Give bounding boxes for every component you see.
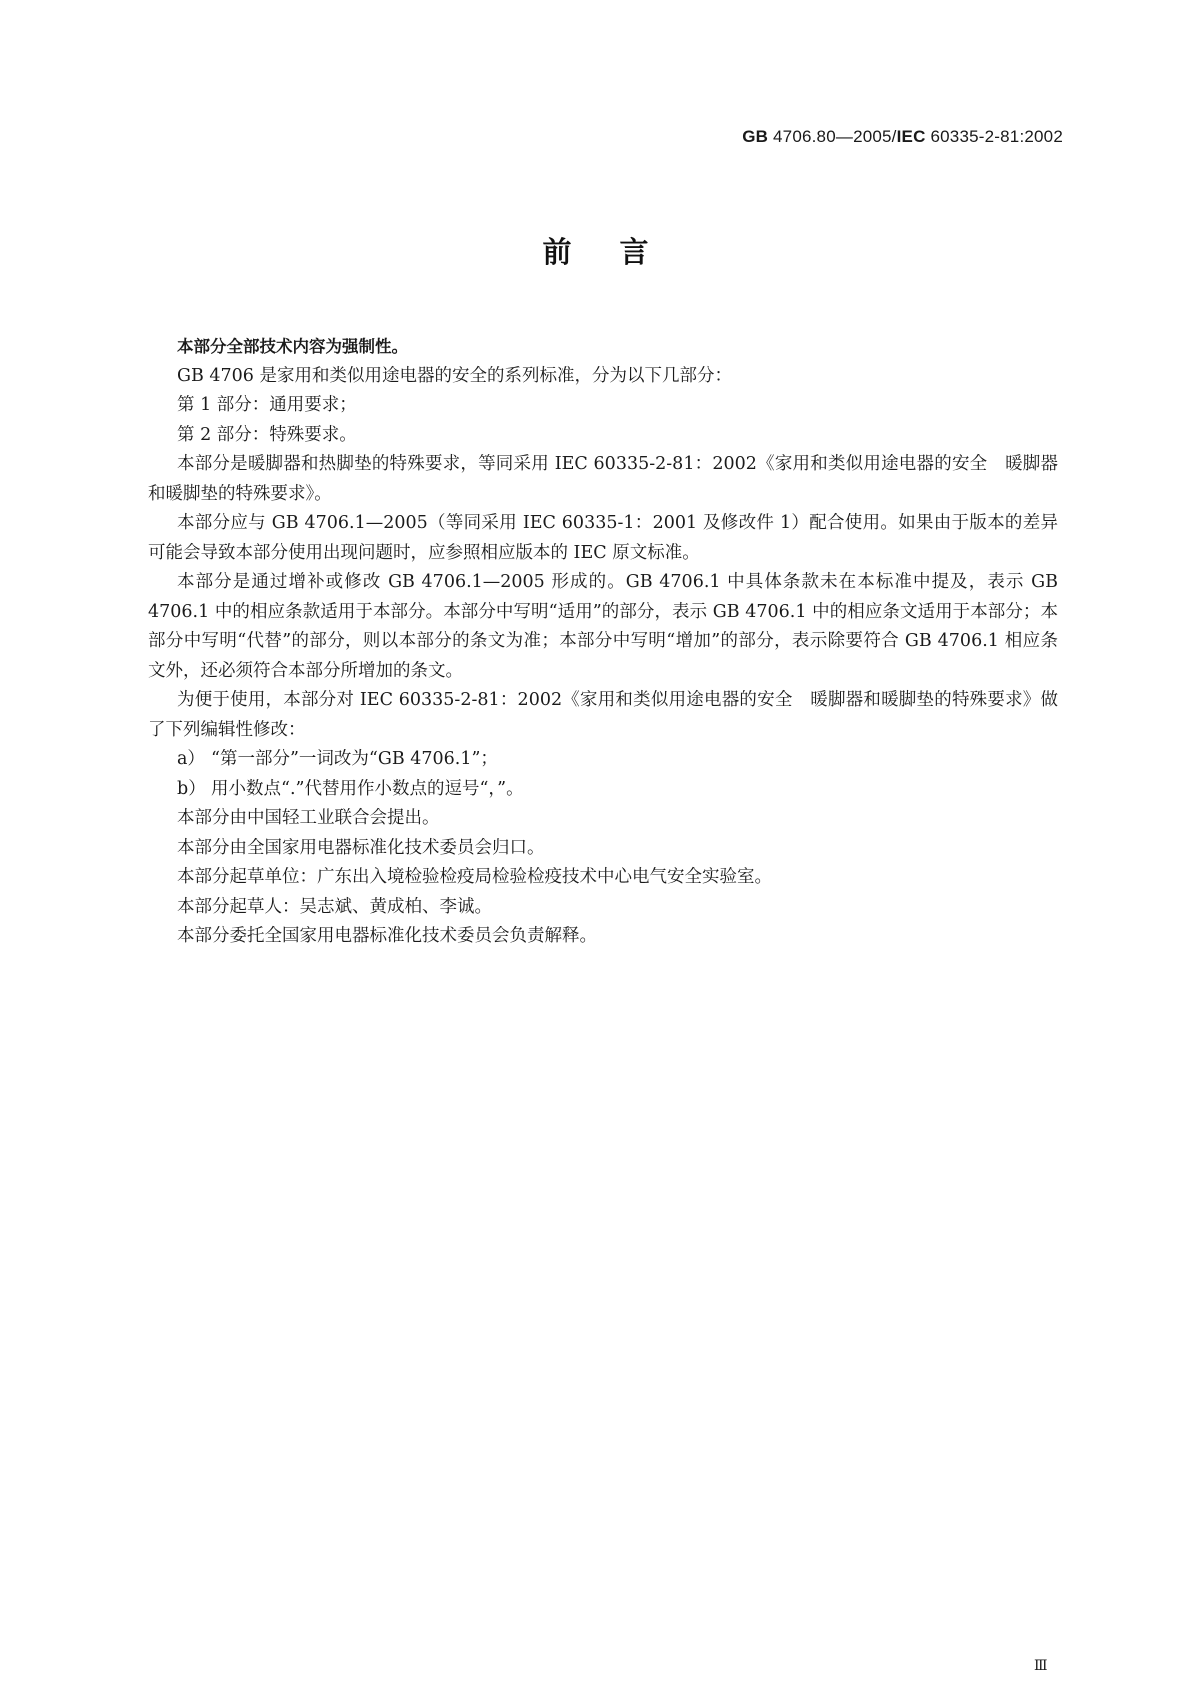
paragraph-interpretation: 本部分委托全国家用电器标准化技术委员会负责解释。 xyxy=(177,926,597,946)
paragraph-proposer: 本部分由中国轻工业联合会提出。 xyxy=(177,808,440,828)
paragraph-usage: 本部分应与 GB 4706.1—2005（等同采用 IEC 60335-1：2001 及修改件 1）配合使用。如果由于版本的差异可能会导致本部分使用出现问题时，应参照相应版本的 IEC 原文标准。 xyxy=(148,513,1058,563)
page-title: 前言 xyxy=(542,235,697,269)
list-marker: a） xyxy=(177,749,205,769)
paragraph-centralized: 本部分由全国家用电器标准化技术委员会归口。 xyxy=(177,837,545,858)
paragraph-drafters: 本部分起草人：吴志斌、黄成柏、李诚。 xyxy=(177,896,492,917)
paragraph-scope: 本部分是暖脚器和热脚垫的特殊要求，等同采用 IEC 60335-2-81：2002《家用和类似用途电器的安全 暖脚器和暖脚垫的特殊要求》。 xyxy=(148,454,1058,504)
paragraph-part-1: 第 1 部分：通用要求； xyxy=(177,395,357,415)
standard-code-iec-number: 60335-2-81:2002 xyxy=(925,127,1063,146)
standard-code-header xyxy=(742,127,1063,147)
paragraph-drafting-unit: 本部分起草单位：广东出入境检验检疫局检验检疫技术中心电气安全实验室。 xyxy=(177,867,772,887)
paragraph-part-2: 第 2 部分：特殊要求。 xyxy=(177,424,357,445)
list-item-text: 用小数点“.”代替用作小数点的逗号“，”。 xyxy=(211,778,524,799)
standard-code-iec: IEC xyxy=(896,127,926,146)
mandatory-statement: 本部分全部技术内容为强制性。 xyxy=(177,337,408,356)
paragraph-series-intro: GB 4706 是家用和类似用途电器的安全的系列标准，分为以下几部分： xyxy=(177,365,732,386)
list-marker: b） xyxy=(177,778,206,799)
standard-code-gb: GB xyxy=(742,127,769,146)
page-number: Ⅲ xyxy=(1034,1658,1048,1674)
foreword-body xyxy=(148,332,1058,952)
list-item xyxy=(148,775,1058,805)
paragraph-amendments: 本部分是通过增补或修改 GB 4706.1—2005 形成的。GB 4706.1 中具体条款未在本标准中提及，表示 GB 4706.1 中的相应条款适用于本部分。本部分中写明“适用”的部分，表示 GB 4706.1 中的相应条文适用于本部分；本部分中写明“代替”的部分，则以本部分的条文为准；本部分中写明“增加”的部分，表示除要符合 GB 4706.1 相应条文外，还必须符合本部分所增加的条文。 xyxy=(148,572,1058,681)
list-item-text: “第一部分”一词改为“GB 4706.1”； xyxy=(211,749,498,769)
standard-code-number: 4706.80—2005/ xyxy=(768,127,897,146)
paragraph-editorial-changes: 为便于使用，本部分对 IEC 60335-2-81：2002《家用和类似用途电器的安全 暖脚器和暖脚垫的特殊要求》做了下列编辑性修改： xyxy=(148,690,1058,740)
list-item xyxy=(148,745,1058,775)
